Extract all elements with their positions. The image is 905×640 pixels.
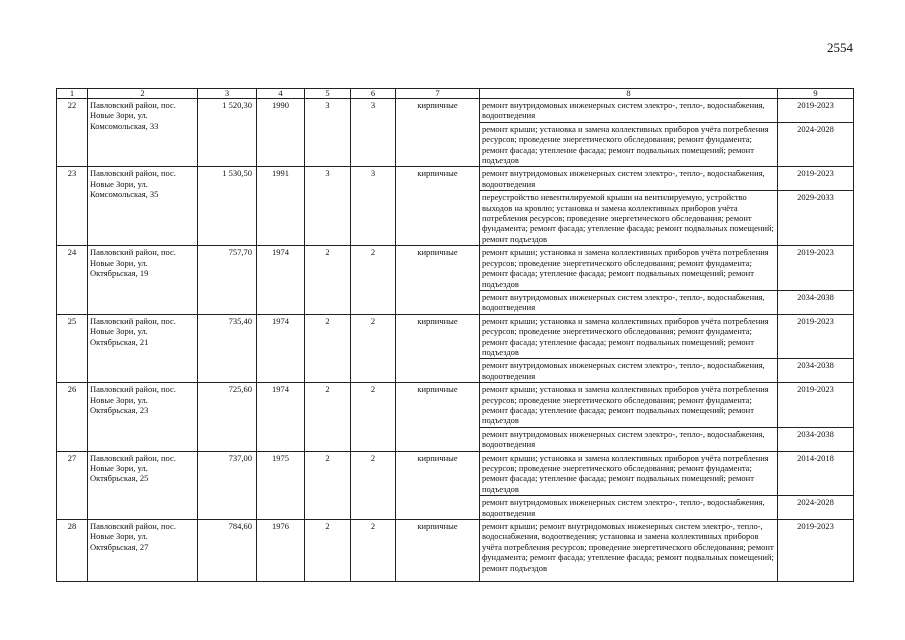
floors-cell: 3: [305, 99, 351, 167]
page-number: 2554: [827, 40, 853, 55]
area-cell: 1 520,30: [198, 99, 257, 167]
work-period: 2014-2018: [778, 451, 854, 496]
address-line: Комсомольская, 33: [90, 120, 159, 131]
work-description: ремонт внутридомовых инженерных систем электро-, тепло-, водоснабжения, водоотведения: [480, 99, 778, 123]
work-period: 2029-2033: [778, 191, 854, 246]
area-cell: 757,70: [198, 246, 257, 314]
entrances-cell: 2: [351, 246, 396, 314]
row-number: 23: [57, 167, 88, 246]
address-line: Новые Зори, ул.: [90, 531, 148, 542]
floors-cell: 3: [305, 167, 351, 246]
table-row: [57, 520, 854, 582]
area-cell: 784,60: [198, 520, 257, 582]
work-period: 2034-2038: [778, 290, 854, 314]
floors-cell: 2: [305, 451, 351, 519]
work-period: 2034-2038: [778, 427, 854, 451]
col-header: 3: [198, 89, 257, 99]
row-number: 26: [57, 383, 88, 451]
floors-cell: 2: [305, 383, 351, 451]
address-line: Новые Зори, ул.: [90, 394, 148, 405]
year-cell: 1990: [257, 99, 305, 167]
address-line: Новые Зори, ул.: [90, 110, 148, 121]
address-line: Павловский район, пос.: [90, 247, 176, 258]
area-cell: 725,60: [198, 383, 257, 451]
entrances-cell: 3: [351, 99, 396, 167]
work-period: 2019-2023: [778, 246, 854, 291]
material-cell: кирпичные: [396, 520, 480, 582]
floors-cell: 2: [305, 520, 351, 582]
col-header: 5: [305, 89, 351, 99]
address-cell: [88, 314, 198, 382]
area-cell: 1 530,50: [198, 167, 257, 246]
address-line: Павловский район, пос.: [90, 315, 176, 326]
work-period: 2019-2023: [778, 314, 854, 359]
material-cell: кирпичные: [396, 451, 480, 519]
col-header: 9: [778, 89, 854, 99]
floors-cell: 2: [305, 246, 351, 314]
housing-repair-table: [56, 88, 854, 582]
work-description: ремонт внутридомовых инженерных систем электро-, тепло-, водоснабжения, водоотведения: [480, 427, 778, 451]
year-cell: 1975: [257, 451, 305, 519]
work-period: 2024-2028: [778, 122, 854, 167]
work-description: ремонт внутридомовых инженерных систем электро-, тепло-, водоснабжения, водоотведения: [480, 167, 778, 191]
table-row: [57, 451, 854, 496]
col-header: 1: [57, 89, 88, 99]
address-line: Новые Зори, ул.: [90, 463, 148, 473]
work-description: ремонт внутридомовых инженерных систем электро-, тепло-, водоснабжения, водоотведения: [480, 359, 778, 383]
address-line: Октябрьская, 27: [90, 541, 149, 552]
address-line: Павловский район, пос.: [90, 384, 176, 395]
year-cell: 1974: [257, 383, 305, 451]
year-cell: 1974: [257, 246, 305, 314]
address-line: Октябрьская, 19: [90, 268, 149, 279]
work-description: ремонт крыши; установка и замена коллективных приборов учёта потребления ресурсов; проведение энергетического обследования; ремонт фундамента; ремонт фасада; утепление фасада; ремонт подвальных помещений; ремонт подъездов: [480, 383, 778, 428]
row-number: 25: [57, 314, 88, 382]
address-cell: [88, 383, 198, 451]
work-period: 2019-2023: [778, 383, 854, 428]
table-row: [57, 167, 854, 191]
table-body: [57, 99, 854, 582]
address-line: Октябрьская, 21: [90, 336, 149, 347]
col-header: 2: [88, 89, 198, 99]
col-header: 6: [351, 89, 396, 99]
work-period: 2019-2023: [778, 520, 854, 582]
address-line: Павловский район, пос.: [90, 521, 176, 532]
year-cell: 1974: [257, 314, 305, 382]
entrances-cell: 2: [351, 451, 396, 519]
address-line: Комсомольская, 35: [90, 189, 159, 200]
work-description: ремонт внутридомовых инженерных систем электро-, тепло-, водоснабжения, водоотведения: [480, 290, 778, 314]
table-row: [57, 246, 854, 291]
address-line: Павловский район, пос.: [90, 168, 176, 179]
work-period: 2019-2023: [778, 99, 854, 123]
entrances-cell: 2: [351, 383, 396, 451]
address-line: Октябрьская, 23: [90, 404, 149, 415]
work-description: ремонт крыши; ремонт внутридомовых инженерных систем электро-, тепло-, водоснабжения, водоотведения; установка и замена коллективных приборов учёта потребления ресурсов; проведение энергетического обследования; ремонт фундамента; ремонт фасада; утепление фасада; ремонт подвальных помещений; ремонт подъездов: [480, 520, 778, 582]
col-header: 4: [257, 89, 305, 99]
col-header: 7: [396, 89, 480, 99]
row-number: 22: [57, 99, 88, 167]
col-header: 8: [480, 89, 778, 99]
address-cell: [88, 520, 198, 582]
material-cell: кирпичные: [396, 167, 480, 246]
material-cell: кирпичные: [396, 246, 480, 314]
floors-cell: 2: [305, 314, 351, 382]
row-number: 27: [57, 451, 88, 519]
work-period: 2019-2023: [778, 167, 854, 191]
address-line: Октябрьская, 25: [90, 473, 149, 484]
address-line: Новые Зори, ул.: [90, 257, 148, 268]
row-number: 28: [57, 520, 88, 582]
address-line: Новые Зори, ул.: [90, 178, 148, 189]
year-cell: 1991: [257, 167, 305, 246]
work-period: 2024-2028: [778, 496, 854, 520]
work-description: переустройство невентилируемой крыши на вентилируемую, устройство выходов на кровлю; установка и замена коллективных приборов учёта потребления ресурсов; проведение энергетического обследования; ремонт фундамента; ремонт фасада; утепление фасада; ремонт подвальных помещений; ремонт подъездов: [480, 191, 778, 246]
work-description: ремонт крыши; установка и замена коллективных приборов учёта потребления ресурсов; проведение энергетического обследования; ремонт фундамента; ремонт фасада; утепление фасада; ремонт подвальных помещений; ремонт подъездов: [480, 451, 778, 496]
entrances-cell: 2: [351, 314, 396, 382]
area-cell: 737,00: [198, 451, 257, 519]
work-description: ремонт крыши; установка и замена коллективных приборов учёта потребления ресурсов; проведение энергетического обследования; ремонт фундамента; ремонт фасада; утепление фасада; ремонт подвальных помещений; ремонт подъездов: [480, 246, 778, 291]
material-cell: кирпичные: [396, 383, 480, 451]
work-description: ремонт внутридомовых инженерных систем электро-, тепло-, водоснабжения, водоотведения: [480, 496, 778, 520]
address-cell: [88, 99, 198, 167]
year-cell: 1976: [257, 520, 305, 582]
address-line: Новые Зори, ул.: [90, 326, 148, 337]
work-description: ремонт крыши; установка и замена коллективных приборов учёта потребления ресурсов; проведение энергетического обследования; ремонт фундамента; ремонт фасада; утепление фасада; ремонт подвальных помещений; ремонт подъездов: [480, 122, 778, 167]
material-cell: кирпичные: [396, 314, 480, 382]
address-line: Павловский район, пос.: [90, 100, 176, 110]
material-cell: кирпичные: [396, 99, 480, 167]
address-cell: [88, 451, 198, 519]
address-line: Павловский район, пос.: [90, 452, 176, 463]
table-row: [57, 314, 854, 359]
table-row: [57, 383, 854, 428]
area-cell: 735,40: [198, 314, 257, 382]
entrances-cell: 2: [351, 520, 396, 582]
address-cell: [88, 246, 198, 314]
row-number: 24: [57, 246, 88, 314]
entrances-cell: 3: [351, 167, 396, 246]
work-description: ремонт крыши; установка и замена коллективных приборов учёта потребления ресурсов; проведение энергетического обследования; ремонт фундамента; ремонт фасада; утепление фасада; ремонт подвальных помещений; ремонт подъездов: [480, 314, 778, 359]
address-cell: [88, 167, 198, 246]
table-row: [57, 99, 854, 123]
column-number-row: [57, 89, 854, 99]
work-period: 2034-2038: [778, 359, 854, 383]
